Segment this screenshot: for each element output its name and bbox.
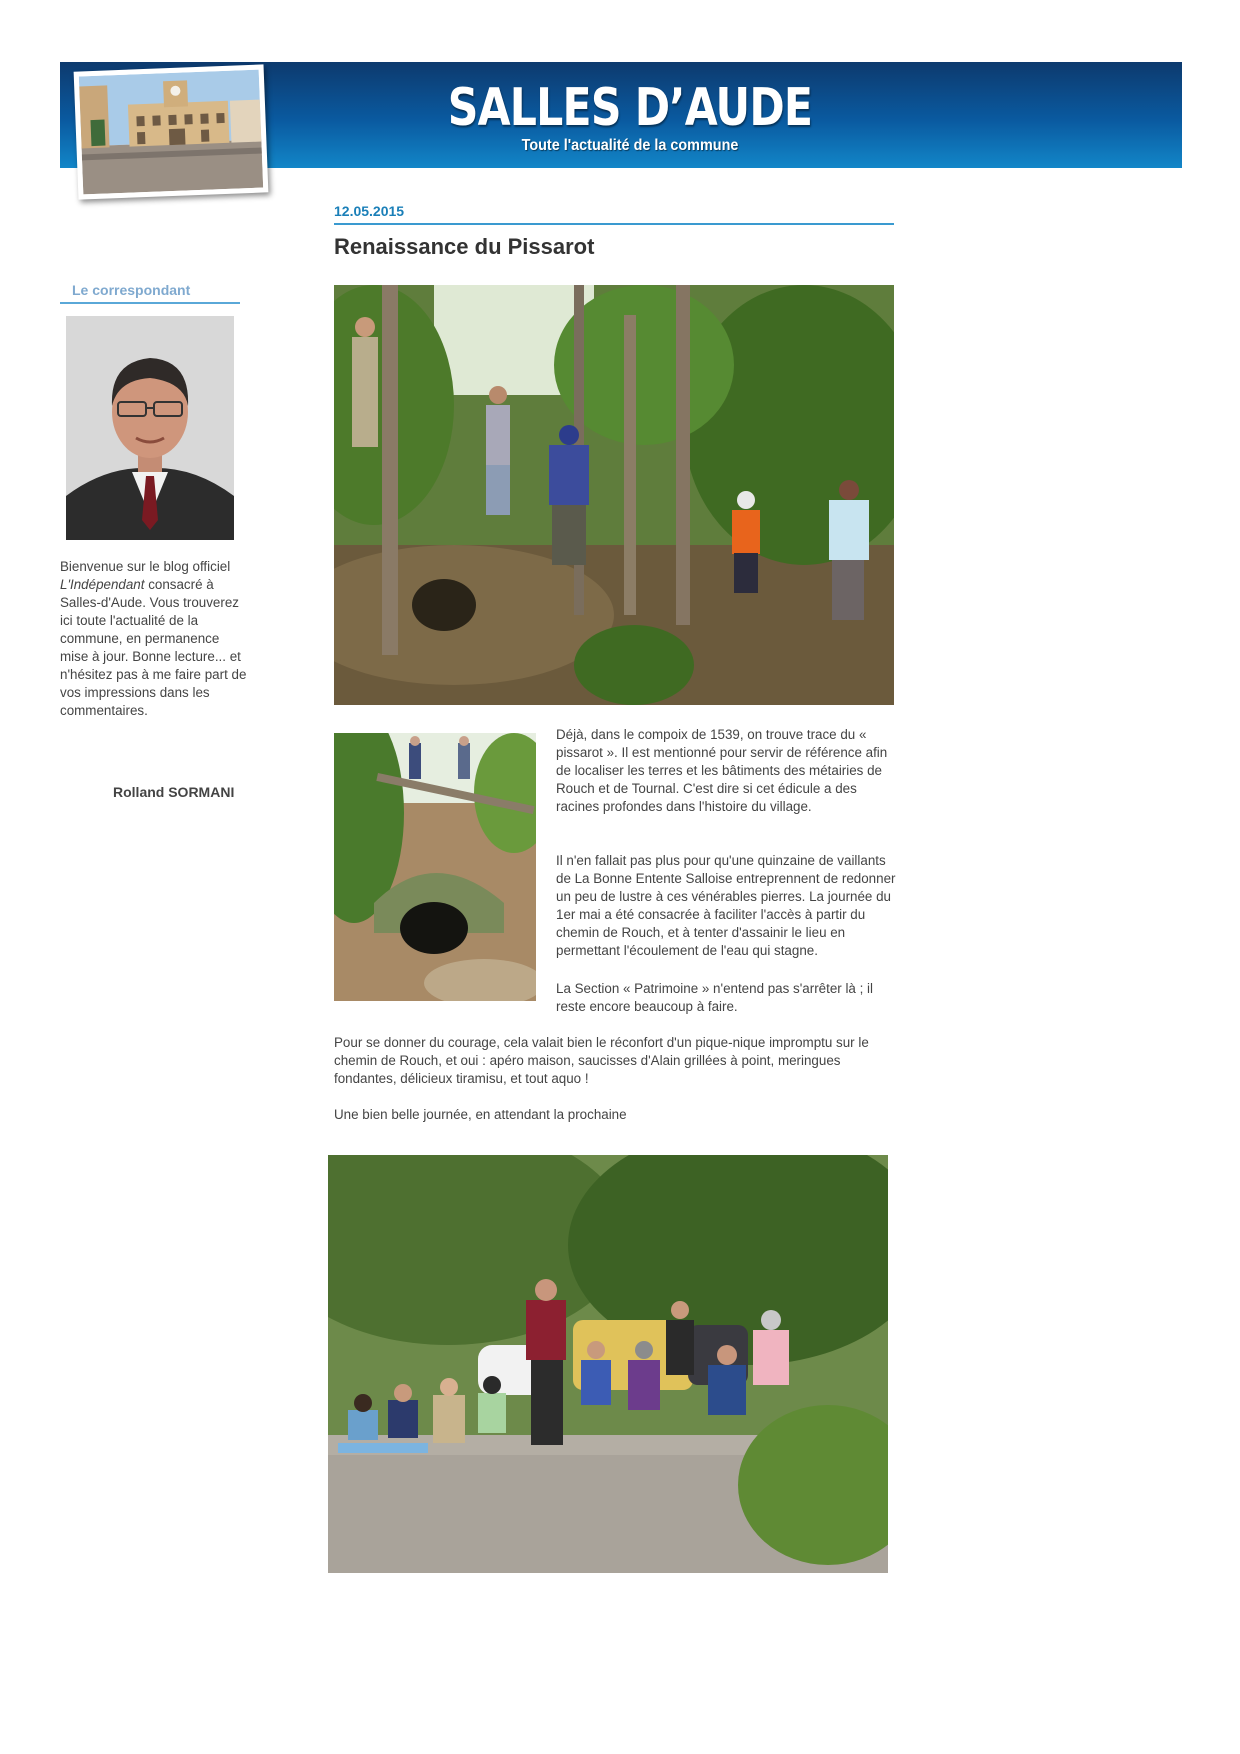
sidebar-heading: Le correspondant <box>72 282 191 298</box>
town-hall-photo <box>74 64 269 199</box>
volunteers-clearing-photo <box>334 285 894 705</box>
article-paragraph-5: Une bien belle journée, en attendant la prochaine <box>334 1107 627 1122</box>
article-paragraph-1: Déjà, dans le compoix de 1539, on trouve trace du « pissarot ». Il est mentionné pour servir de référence afin de localiser les terres et les bâtiments des métairies de Rouch et de Tournal. C'est dire si cet édicule a des racines profondes dans l'histoire du village. <box>556 727 888 814</box>
newspaper-name: L'Indépendant <box>60 577 145 592</box>
article-paragraph-4: Pour se donner du courage, cela valait bien le réconfort d'un pique-nique impromptu sur le chemin de Rouch, et oui : apéro maison, saucisses d'Alain grillées à point, meringues fondantes, délicieux tiramisu, et tout aquo ! <box>334 1035 869 1086</box>
site-title: SALLES D’AUDE <box>447 78 813 138</box>
date-divider <box>334 223 894 225</box>
post-date: 12.05.2015 <box>334 203 405 219</box>
picnic-photo <box>328 1155 888 1573</box>
correspondent-signature: Rolland SORMANI <box>113 784 235 800</box>
site-subtitle: Toute l'actualité de la commune <box>521 137 739 154</box>
correspondent-portrait <box>66 316 234 540</box>
pissarot-tunnel-photo <box>334 733 536 1001</box>
post-title: Renaissance du Pissarot <box>334 234 595 259</box>
sidebar-divider <box>60 302 240 304</box>
article-paragraph-3: La Section « Patrimoine » n'entend pas s'arrêter là ; il reste encore beaucoup à faire. <box>556 981 873 1014</box>
article-paragraph-2: Il n'en fallait pas plus pour qu'une quinzaine de vaillants de La Bonne Entente Salloise entreprennent de redonner un peu de lustre à ces vénérables pierres. La journée du 1er mai a été consacrée à faciliter l'accès à partir du chemin de Rouch, et à tenter d'assainir le lieu en permettant l'écoulement de l'eau qui stagne. <box>556 853 896 958</box>
sidebar-intro: Bienvenue sur le blog officiel L'Indépendant consacré à Salles-d'Aude. Vous trouverez ici toute l'actualité de la commune, en permanence mise à jour. Bonne lecture... et n'hésitez pas à me faire part de vos impressions dans les commentaires. <box>60 559 247 718</box>
